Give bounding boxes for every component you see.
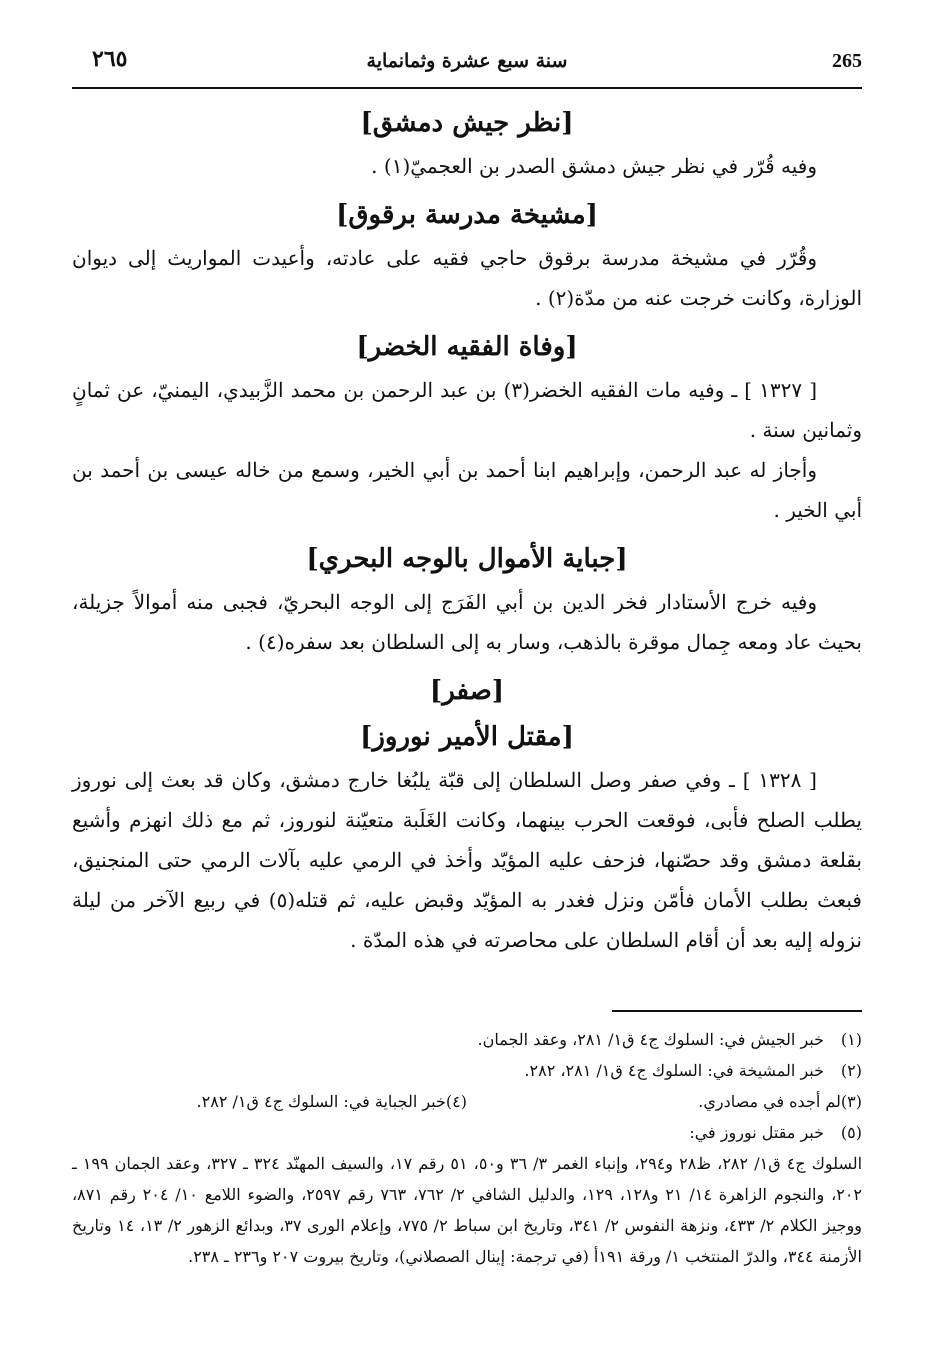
running-header	[72, 40, 862, 80]
footnote-rule	[612, 1010, 862, 1012]
footnote-number: (١)	[840, 1030, 862, 1049]
footnote	[467, 1086, 862, 1117]
section-heading: [وفاة الفقيه الخضر]	[356, 332, 578, 362]
page-number: 265	[832, 50, 862, 72]
footnote-row	[72, 1086, 862, 1117]
footnote	[72, 1024, 862, 1055]
paragraph: [ ١٣٢٨ ] ـ وفي صفر وصل السلطان إلى قبّة يلبُغا خارج دمشق، وكان قد بعث إلى نوروز يطلب الصلح فأبى، فوقعت الحرب بينهما، وكانت الغَلَبة متعيّنة لنوروز، ثم مع ذلك انهزم وأشيع بقلعة دمشق وقد حصّنها، فزحف عليه المؤيّد وأخذ في الرمي عليه بآلات الرمي حتى المنجنيق، فبعث بطلب الأمان فأمّن ونزل فغدر به المؤيّد وقبض عليه، ثم قتله(٥) في ربيع الآخر من ليلة نزوله إليه بعد أن أقام السلطان على محاصرته في هذه المدّة .	[72, 768, 862, 952]
footnote-number: (٣)	[840, 1092, 862, 1111]
paragraph: وقُرّر في مشيخة مدرسة برقوق حاجي فقيه على عادته، وأعيدت المواريث إلى ديوان الوزارة، وكانت خرجت عنه من مدّة(٢) .	[72, 246, 862, 310]
footnote	[72, 1086, 467, 1117]
footnote-text: خبر الجيش في: السلوك ج٤ ق١/ ٢٨١، وعقد الجمان.	[477, 1030, 824, 1049]
footnote-text: لم أجده في مصادري.	[698, 1092, 841, 1111]
footnote-text: خبر مقتل نوروز في:	[689, 1123, 824, 1142]
section-heading: [مقتل الأمير نوروز]	[360, 722, 574, 752]
footnote	[72, 1055, 862, 1086]
paragraph: [ ١٣٢٧ ] ـ وفيه مات الفقيه الخضر(٣) بن عبد الرحمن بن محمد الزَّبيدي، اليمنيّ، عن ثمانٍ وثمانين سنة .	[72, 378, 862, 442]
month-heading: [صفر]	[429, 676, 505, 706]
running-title: سنة سبع عشرة وثمانماية	[366, 50, 568, 72]
footnotes	[72, 1024, 862, 1272]
section-heading: [نظر جيش دمشق]	[360, 108, 574, 138]
footnote-number: (٤)	[445, 1092, 467, 1111]
paragraph: وفيه قُرّر في نظر جيش دمشق الصدر بن العجميّ(١) .	[371, 154, 817, 178]
paragraph: وأجاز له عبد الرحمن، وإبراهيم ابنا أحمد بن أبي الخير، وسمع من خاله عيسى بن أحمد بن أبي الخير .	[72, 458, 862, 522]
section-heading: [جباية الأموال بالوجه البحري]	[306, 544, 628, 574]
header-rule	[72, 87, 862, 89]
footnote-sources: السلوك ج٤ ق١/ ٢٨٢، ظ٢٨ و٢٩٤، وإنباء الغمر ٣/ ٣٦ و٥٠، ٥١ رقم ١٧، والسيف المهنّد ٣٢٤ ـ ٣٢٧، وعقد الجمان ١٩٩ ـ ٢٠٢، والنجوم الزاهرة ١٤/ ٢١ و١٢٨، ١٢٩، والدليل الشافي ٢/ ٧٦٢، ٧٦٣ رقم ٢٥٩٧، والضوء اللامع ١٠/ ٢٠٤ رقم ٨٧١، ووجيز الكلام ٢/ ٤٣٣، ونزهة النفوس ٢/ ٣٤١، وتاريخ ابن سباط ٢/ ٧٧٥، وإعلام الورى ٣٧، وبدائع الزهور ٢/ ١٣، ١٤ وتاريخ الأزمنة ٣٤٤، والدرّ المنتخب ١/ ورقة ١٩١أ (في ترجمة: إينال الصصلاني)، وتاريخ بيروت ٢٠٧ و٢٣٦ ـ ٢٣٨.	[72, 1154, 863, 1266]
footnote-text: خبر الجباية في: السلوك ج٤ ق١/ ٢٨٢.	[196, 1092, 446, 1111]
page-number-arabic: ٢٦٥	[92, 46, 128, 72]
section-heading: [مشيخة مدرسة برقوق]	[336, 200, 598, 230]
footnote	[72, 1117, 862, 1148]
footnote-number: (٥)	[840, 1123, 862, 1142]
paragraph: وفيه خرج الأستادار فخر الدين بن أبي الفَرَج إلى الوجه البحريّ، فجبى منه أموالاً جزيلة، بحيث عاد ومعه جِمال موقرة بالذهب، وسار به إلى السلطان بعد سفره(٤) .	[72, 590, 862, 654]
footnote-text: خبر المشيخة في: السلوك ج٤ ق١/ ٢٨١، ٢٨٢.	[524, 1061, 824, 1080]
main-text	[72, 100, 862, 960]
footnote-number: (٢)	[840, 1061, 862, 1080]
